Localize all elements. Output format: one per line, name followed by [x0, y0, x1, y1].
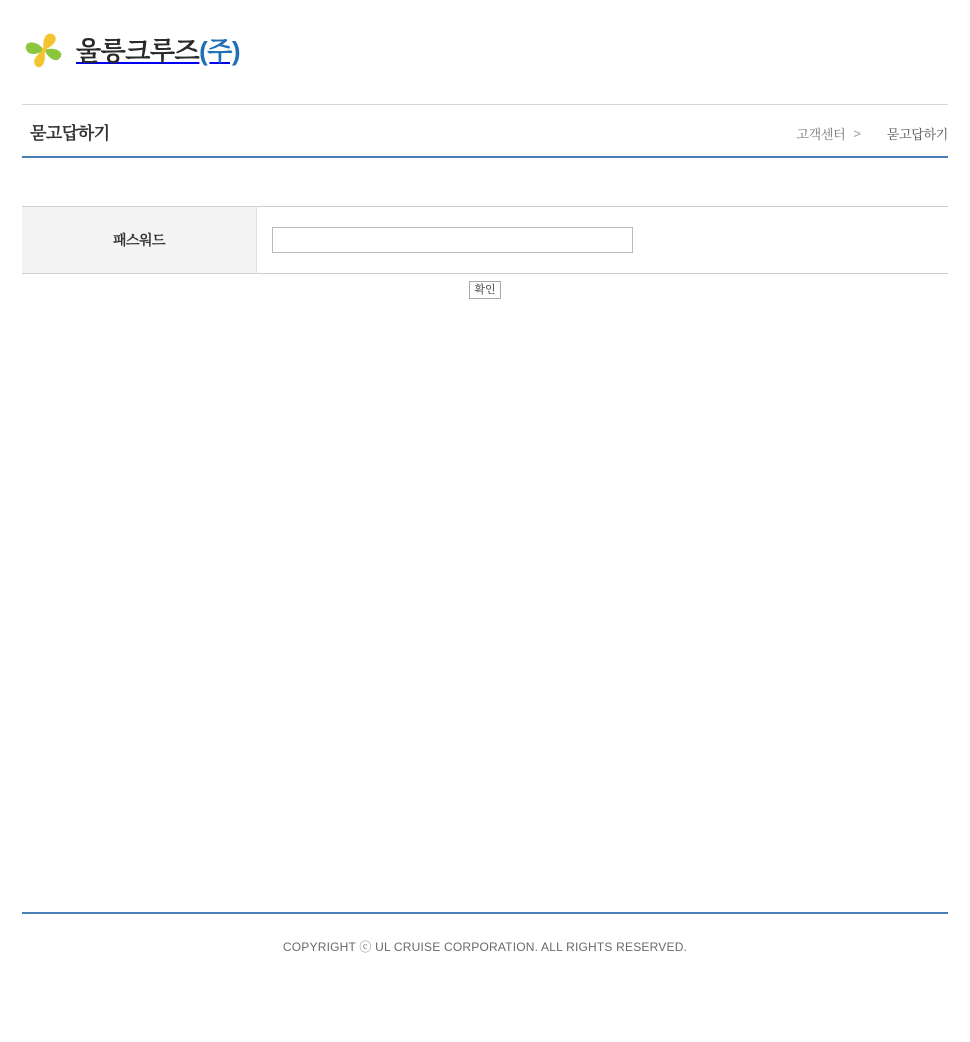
password-label: 패스워드	[22, 207, 257, 274]
logo-text-suffix: (주)	[199, 36, 241, 66]
submit-button-row	[22, 280, 948, 299]
site-header	[0, 0, 970, 104]
footer-copyright: COPYRIGHT ⓒ UL CRUISE CORPORATION. ALL RIGHTS RESERVED.	[282, 940, 688, 954]
password-field-cell	[257, 207, 949, 274]
page-title-bar	[22, 104, 948, 158]
breadcrumb-parent[interactable]: 고객센터	[796, 127, 846, 142]
footer-divider	[22, 912, 948, 914]
logo-text-primary: 울릉크루즈	[76, 36, 200, 66]
site-logo-text	[76, 38, 240, 64]
site-footer	[0, 912, 970, 955]
table-row	[22, 207, 948, 274]
password-form	[22, 158, 948, 274]
breadcrumb-current: 묻고답하기	[886, 127, 948, 142]
site-logo-link[interactable]	[22, 30, 240, 72]
page-title: 묻고답하기	[30, 124, 110, 143]
breadcrumb	[796, 124, 948, 143]
submit-button[interactable]: 확인	[469, 281, 500, 299]
password-table	[22, 206, 948, 274]
breadcrumb-separator: >	[853, 126, 861, 141]
password-input[interactable]	[272, 227, 633, 253]
pinwheel-flower-logo-icon	[22, 30, 66, 72]
